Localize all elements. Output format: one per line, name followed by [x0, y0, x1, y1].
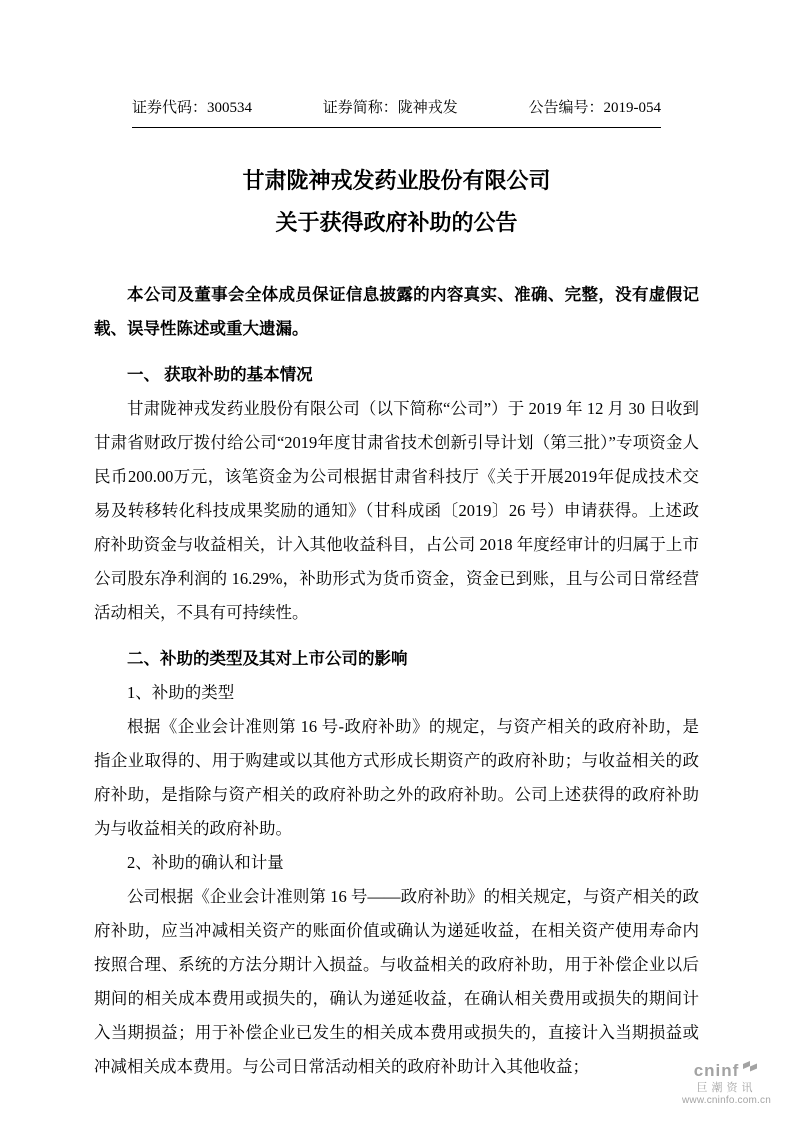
section-2-subitem-2-paragraph: 公司根据《企业会计准则第 16 号——政府补助》的相关规定，与资产相关的政府补助，应当冲减相关资产的账面价值或确认为递延收益，在相关资产使用寿命内按照合理、系统的方法分期计入损益。与收益相关的政府补助，用于补偿企业以后期间的相关成本费用或损失的，确认为递延收益，在确认相关费用或损失的期间计入当期损益；用于补偿企业已发生的相关成本费用或损失的，直接计入当期损益或冲减相关成本费用。与公司日常活动相关的政府补助计入其他收益；	[94, 887, 699, 1076]
document-title-line2: 关于获得政府补助的公告	[275, 210, 518, 235]
section-2-subitem-2-title: 2、补助的确认和计量	[127, 853, 284, 872]
cninfo-logo-icon	[741, 1060, 759, 1080]
disclaimer-text: 本公司及董事会全体成员保证信息披露的内容真实、准确、完整，没有虚假记载、误导性陈述或重大遗漏。	[94, 285, 699, 338]
section-2-subitem-1-paragraph: 根据《企业会计准则第 16 号-政府补助》的规定，与资产相关的政府补助，是指企业取得的、用于购建或以其他方式形成长期资产的政府补助；与收益相关的政府补助，是指除与资产相关的政府补助之外的政府补助。公司上述获得的政府补助为与收益相关的政府补助。	[94, 717, 699, 838]
section-2-subitem-1-title: 1、补助的类型	[127, 683, 235, 702]
cninfo-logo-text: cninf	[693, 1060, 740, 1080]
header-announcement-no: 公告编号：2019-054	[528, 100, 661, 116]
header-stock-code: 证券代码：300534	[132, 100, 253, 116]
cninfo-logo-row	[682, 1060, 771, 1080]
cninfo-logo	[682, 1060, 771, 1106]
cninfo-brand-name: 巨潮资讯	[696, 1081, 757, 1094]
section-1-heading: 一、 获取补助的基本情况	[127, 365, 313, 384]
section-1-paragraph: 甘肃陇神戎发药业股份有限公司（以下简称“公司”）于 2019 年 12 月 30 日收到甘肃省财政厅拨付给公司“2019年度甘肃省技术创新引导计划（第三批）”专项资金人民币200.00万元，该笔资金为公司根据甘肃省科技厅《关于开展2019年促成技术交易及转移转化科技成果奖励的通知》（甘科成函〔2019〕26 号）申请获得。上述政府补助资金与收益相关，计入其他收益科目，占公司 2018 年度经审计的归属于上市公司股东净利润的 16.29%，补助形式为货币资金，资金已到账，且与公司日常经营活动相关，不具有可持续性。	[94, 399, 699, 622]
section-2-heading: 二、补助的类型及其对上市公司的影响	[127, 649, 408, 668]
document-title	[94, 160, 699, 244]
document-title-line1: 甘肃陇神戎发药业股份有限公司	[242, 168, 551, 193]
document-header	[132, 96, 661, 128]
header-stock-abbr: 证券简称：陇神戎发	[322, 100, 458, 116]
cninfo-url: www.cninfo.com.cn	[682, 1094, 771, 1106]
